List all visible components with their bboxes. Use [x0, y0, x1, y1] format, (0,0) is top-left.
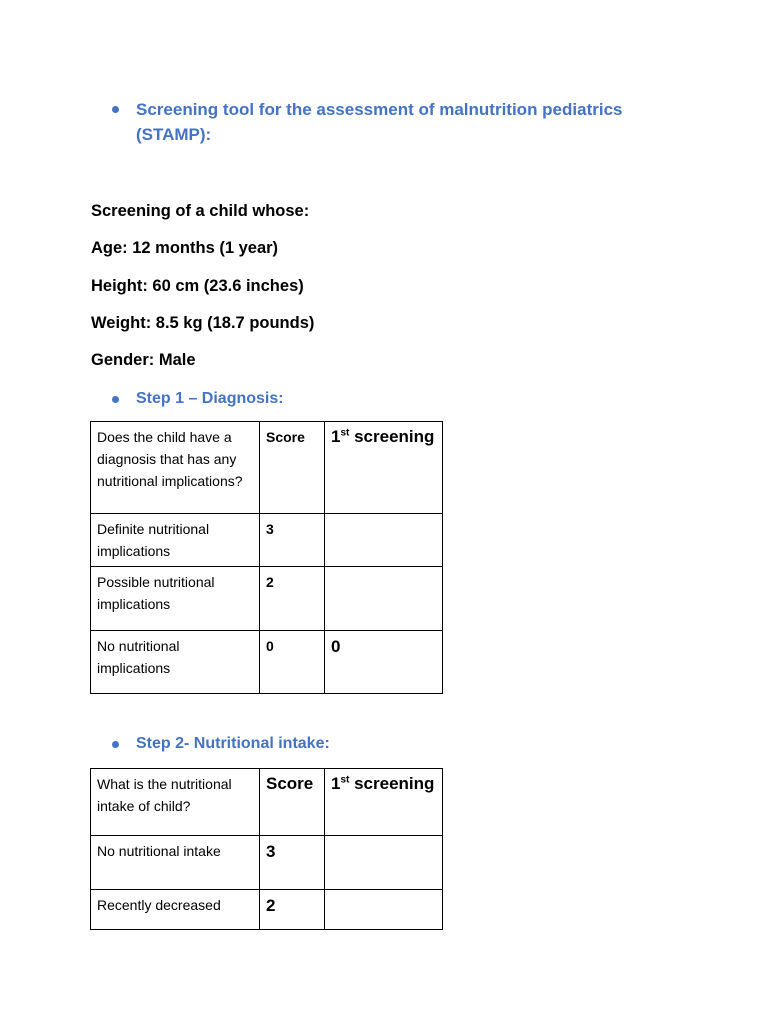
row-score: 3: [260, 836, 325, 890]
row-label: No nutritional intake: [91, 836, 260, 890]
screening-header-cell: 1st screening: [325, 422, 443, 514]
child-weight: Weight: 8.5 kg (18.7 pounds): [91, 314, 315, 332]
step2-table: [90, 768, 443, 930]
screening-intro: Screening of a child whose:: [91, 202, 310, 220]
bullet-icon: [112, 106, 119, 113]
title-line-1: Screening tool for the assessment of malnutrition pediatrics: [136, 100, 623, 119]
row-label: Possible nutritional implications: [91, 567, 260, 631]
step1-heading-text: Step 1 – Diagnosis:: [136, 390, 284, 407]
table-row: [91, 631, 443, 694]
row-result: 0: [325, 631, 443, 694]
row-label: Definite nutritional implications: [91, 514, 260, 567]
step1-heading: [112, 389, 284, 409]
bullet-icon: [112, 396, 119, 403]
question-cell: Does the child have a diagnosis that has any nutritional implications?: [91, 422, 260, 514]
child-gender: Gender: Male: [91, 351, 196, 369]
row-result: [325, 890, 443, 930]
score-header-cell: Score: [260, 422, 325, 514]
row-result: [325, 567, 443, 631]
row-result: [325, 514, 443, 567]
question-cell: What is the nutritional intake of child?: [91, 769, 260, 836]
step2-heading-text: Step 2- Nutritional intake:: [136, 735, 330, 752]
table-row: [91, 890, 443, 930]
row-score: 2: [260, 567, 325, 631]
step2-heading: [112, 734, 330, 754]
table-row: [91, 836, 443, 890]
row-label: Recently decreased: [91, 890, 260, 930]
bullet-icon: [112, 741, 119, 748]
table-header-row: [91, 422, 443, 514]
child-height: Height: 60 cm (23.6 inches): [91, 277, 304, 295]
row-score: 0: [260, 631, 325, 694]
row-score: 3: [260, 514, 325, 567]
row-label: No nutritional implications: [91, 631, 260, 694]
document-heading: [112, 97, 652, 147]
table-row: [91, 514, 443, 567]
document-title: [136, 97, 622, 147]
screening-header-cell: 1st screening: [325, 769, 443, 836]
child-age: Age: 12 months (1 year): [91, 239, 279, 257]
row-score: 2: [260, 890, 325, 930]
table-header-row: [91, 769, 443, 836]
row-result: [325, 836, 443, 890]
title-line-2: (STAMP):: [136, 125, 212, 144]
step1-table: [90, 421, 443, 694]
table-row: [91, 567, 443, 631]
score-header-cell: Score: [260, 769, 325, 836]
